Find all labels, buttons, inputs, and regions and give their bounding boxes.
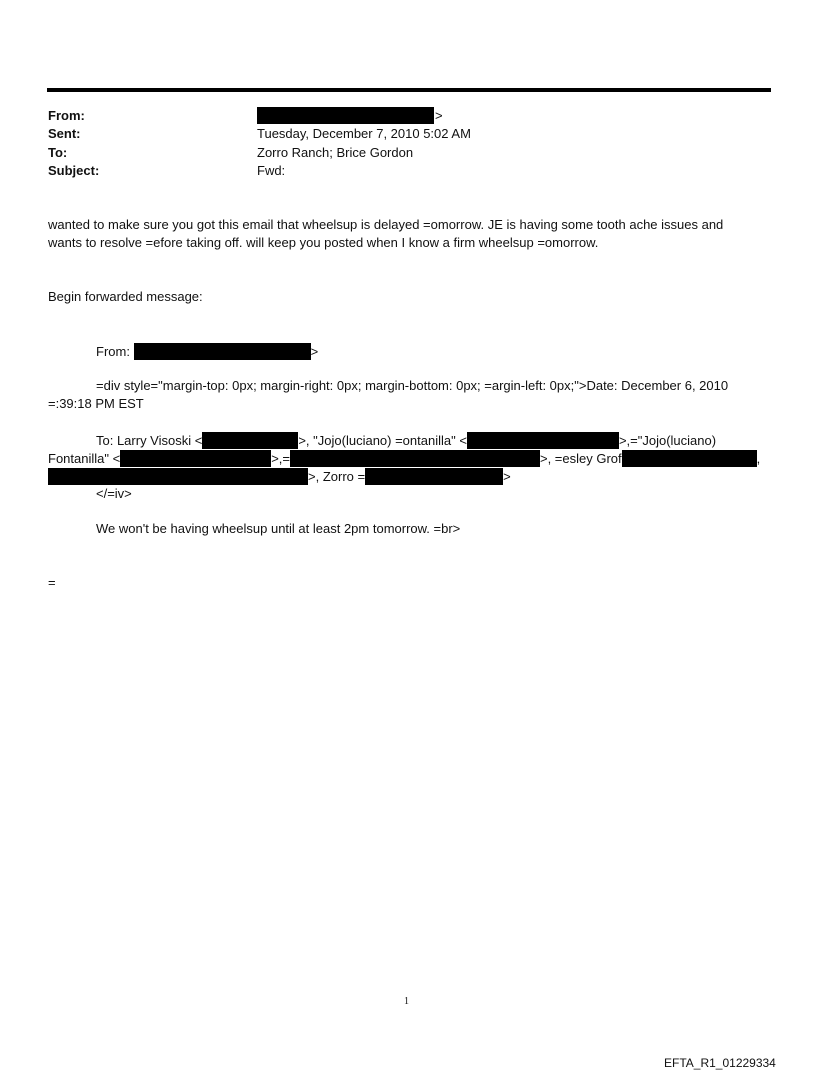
to-line-1-part-c: >,="Jojo(luciano) [618,433,717,448]
div-style-line-1: =div style="margin-top: 0px; margin-right: 0px; margin-bottom: 0px; =argin-left: 0px;">Date: December 6, 2010 [96,378,729,393]
to-value: Zorro Ranch; Brice Gordon [257,145,414,160]
bates-number: EFTA_R1_01229334 [664,1056,776,1070]
sent-value: Tuesday, December 7, 2010 5:02 AM [257,126,471,141]
forwarded-from-line [96,343,318,360]
redaction-box [257,107,434,124]
subject-label: Subject: [48,163,100,178]
to-line-1-part-b: >, "Jojo(luciano) =ontanilla" < [298,433,467,448]
header-rule [47,88,771,92]
to-line-3-part-a: >, Zorro = [308,469,366,484]
subject-value: Fwd: [257,163,286,178]
to-line-2-part-c: >, =esley Grof [539,451,622,466]
begin-forwarded: Begin forwarded message: [48,289,203,304]
to-line-2-part-d: , [756,451,761,466]
forwarded-from-suffix: > [310,344,319,359]
to-line-1 [96,432,716,449]
from-suffix: > [435,108,443,123]
to-line-2-part-a: Fontanilla" < [48,451,121,466]
close-div-line: </=iv> [96,486,132,501]
to-line-3 [48,468,511,485]
to-line-2 [48,450,760,467]
intro-line-1: wanted to make sure you got this email that wheelsup is delayed =omorrow. JE is having some tooth ache issues and [48,217,724,232]
sent-label: Sent: [48,126,81,141]
trailing-equals: = [48,575,56,590]
to-label: To: [48,145,68,160]
div-style-line-2: =:39:18 PM EST [48,396,144,411]
redaction-box [48,468,308,485]
redaction-box [622,450,757,467]
redaction-box [467,432,619,449]
wheelsup-line: We won't be having wheelsup until at least 2pm tomorrow. =br> [96,521,461,536]
intro-line-2: wants to resolve =efore taking off. will keep you posted when I know a firm wheelsup =omorrow. [48,235,599,250]
to-line-1-part-a: To: Larry Visoski < [96,433,203,448]
redaction-box [120,450,271,467]
to-line-3-part-b: > [503,469,511,484]
forwarded-from-label: From: [96,344,130,359]
to-line-2-part-b: >,= [271,451,290,466]
redaction-box [134,343,311,360]
redaction-box [290,450,540,467]
redaction-box [202,432,298,449]
from-label: From: [48,108,85,123]
redaction-box [365,468,503,485]
page-number: 1 [404,996,409,1007]
